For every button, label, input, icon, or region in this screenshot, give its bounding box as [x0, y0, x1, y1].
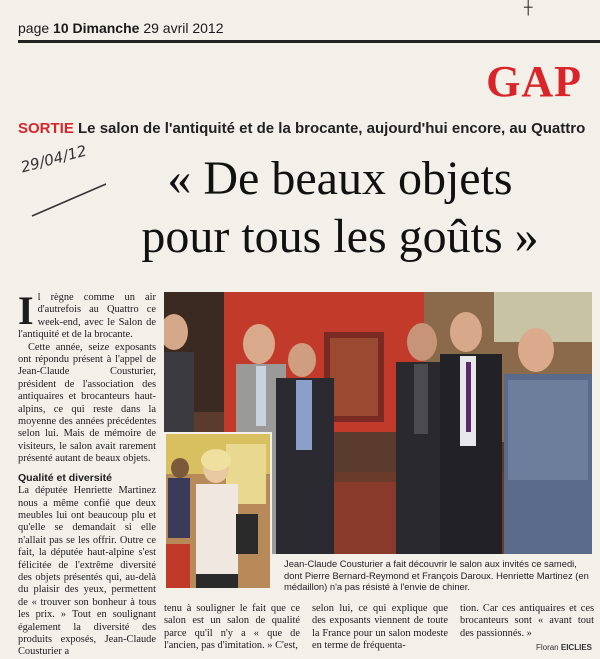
article-subhead: Qualité et diversité [18, 471, 112, 484]
dropcap: I [18, 288, 34, 333]
article-column-1 [18, 288, 156, 659]
headline-line-2: pour tous les goûts » [141, 210, 539, 263]
section-title: GAP [486, 57, 582, 106]
photo-credit [536, 643, 592, 652]
page-prefix: page [18, 20, 50, 36]
column-4-text: tion. Car ces antiquaires et ces brocanteurs sont « avant tout des passionnés. » [460, 603, 594, 639]
article-column-3 [312, 603, 448, 653]
article-kicker [18, 120, 594, 137]
credit-first-name: Floran [535, 643, 559, 652]
medallion-photo [164, 432, 272, 590]
column-2-text: tenu à souligner le fait que ce salon est un salon de qualité parce qu'il n'y a « que de l'ancien, pas d'imitation. » C'est, [164, 603, 300, 652]
article-paragraph-2: Cette année, seize exposants ont répondu présent à l'appel de Jean-Claude Cousturier, président de l'association des antiquaires et brocanteurs haut-alpins, ce qui reste dans la moyenne des années précédentes selon lui. Mais de mémoire de visiteurs, le salon avait rarement présenté autant de beaux objets. [18, 341, 156, 465]
column-3-text: selon lui, ce qui explique que des exposants viennent de toute la France pour un salon modeste en terme de fréquenta- [312, 603, 448, 652]
header-rule [18, 40, 600, 43]
header-date: 29 avril 2012 [143, 20, 224, 36]
paragraph-1-text: l règne comme un air d'autrefois au Quattro ce week-end, avec le Salon de l'antiquité et de la brocante. [18, 292, 156, 341]
medallion-illustration [166, 434, 270, 588]
article-column-4 [460, 603, 594, 640]
article-paragraph-3: La députée Henriette Martinez nous a même confié que deux meubles lui ont beaucoup plu et qu'elle se demandait si elle n'allait pas se les offrir. Outre ce fait, la députée haut-alpine s'est félicitée de l'extrême diversité des objets présentés qui, au-delà du plaisir des yeux, permettent de « trouver son bonheur à tous les prix. » Tout en soulignant également la diversité des produits exposés, Jean-Claude Cousturier a [18, 485, 156, 658]
registration-mark-icon: ┼ [524, 0, 533, 16]
handwritten-date: 29/04/12 [18, 141, 89, 177]
kicker-label: SORTIE [18, 120, 74, 137]
page-number: 10 [53, 20, 69, 36]
page-header [18, 20, 224, 36]
headline [80, 150, 600, 266]
headline-line-1: « De beaux objets [167, 152, 513, 205]
kicker-text: Le salon de l'antiquité et de la brocante, aujourd'hui encore, au Quattro [78, 120, 586, 137]
header-day: Dimanche [72, 20, 140, 36]
article-paragraph-1 [18, 288, 156, 342]
credit-last-name: EICLIES [560, 643, 592, 652]
photo-caption: Jean-Claude Cousturier a fait découvrir le salon aux invités ce samedi, dont Pierre Bernard-Reymond et François Daroux. Henriette Martinez (en médaillon) n'a pas résisté à l'envie de chiner. [284, 558, 589, 592]
article-column-2 [164, 603, 300, 653]
